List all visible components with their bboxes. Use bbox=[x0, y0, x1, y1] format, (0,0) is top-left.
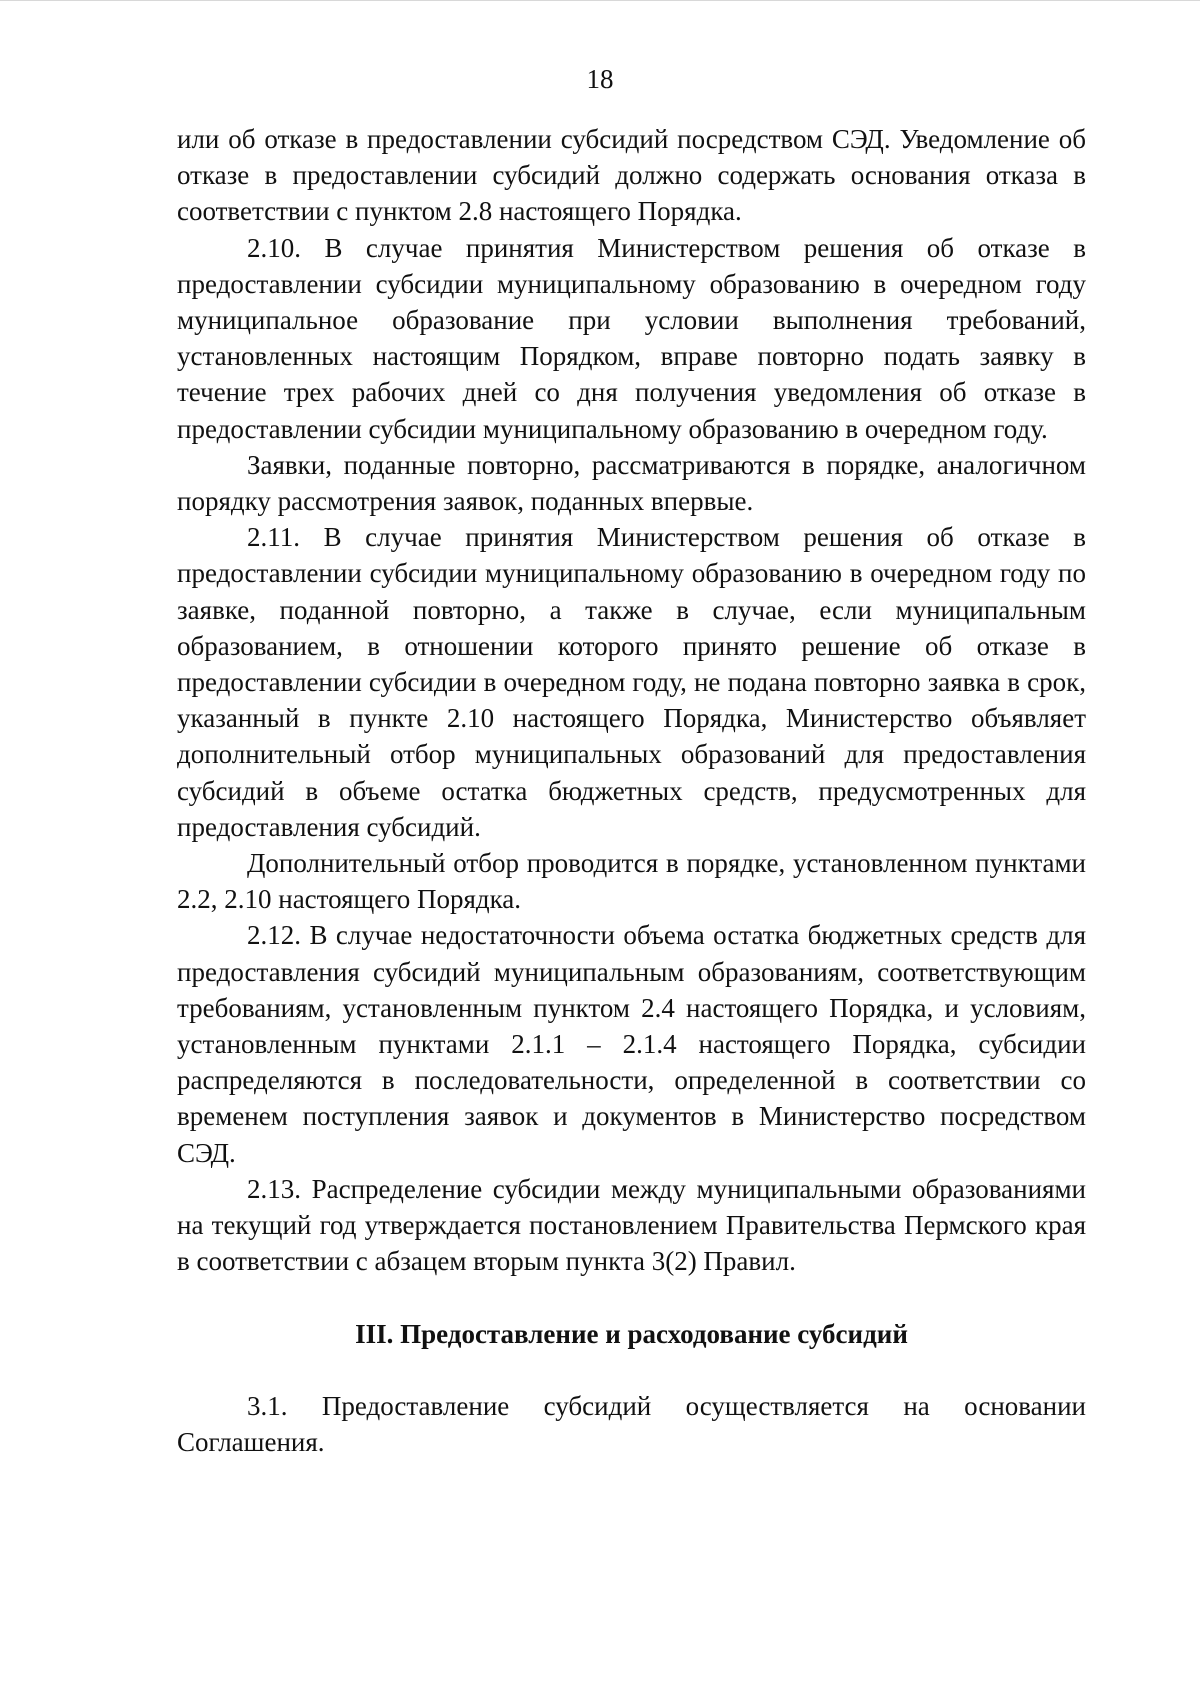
paragraph-continuation: или об отказе в предоставлении субсидий посредством СЭД. Уведомление об отказе в предоставлении субсидий должно содержать основания отказа в соответствии с пунктом 2.8 настоящего Порядка. bbox=[177, 124, 1086, 227]
paragraph-resubmitted-applications: Заявки, поданные повторно, рассматриваются в порядке, аналогичном порядку рассмотрения заявок, поданных впервые. bbox=[177, 449, 1086, 517]
paragraph-2-12: 2.12. В случае недостаточности объема остатка бюджетных средств для предоставления субсидий муниципальным образованиям, соответствующим требованиям, установленным пунктом 2.4 настоящего Порядка, и условиям, установленным пунктами 2.1.1 – 2.1.4 настоящего Порядка, субсидии распределяются в последовательности, определенной в соответствии со временем поступления заявок и документов в Министерство посредством СЭД. bbox=[177, 920, 1086, 1168]
paragraph-additional-selection: Дополнительный отбор проводится в порядке, установленном пунктами 2.2, 2.10 настоящего Порядка. bbox=[177, 848, 1086, 915]
section-heading: III. Предоставление и расходование субсидий bbox=[355, 1318, 908, 1349]
paragraph-2-10: 2.10. В случае принятия Министерством решения об отказе в предоставлении субсидии муниципальному образованию в очередном году муниципальное образование при условии выполнения требований, установленных настоящим Порядком, вправе повторно подать заявку в течение трех рабочих дней со дня получения уведомления об отказе в предоставлении субсидии муниципальному образованию в очередном году. bbox=[177, 232, 1086, 444]
paragraph-3-1: 3.1. Предоставление субсидий осуществляется на основании Соглашения. bbox=[177, 1390, 1086, 1457]
paragraph-2-13: 2.13. Распределение субсидии между муниципальными образованиями на текущий год утверждается постановлением Правительства Пермского края в соответствии с абзацем вторым пункта 3(2) Правил. bbox=[177, 1173, 1086, 1277]
page-number: 18 bbox=[586, 64, 614, 94]
document-body bbox=[177, 121, 1086, 1460]
paragraph-2-11: 2.11. В случае принятия Министерством решения об отказе в предоставлении субсидии муниципальному образованию в очередном году по заявке, поданной повторно, а также в случае, если муниципальным образованием, в отношении которого принято решение об отказе в предоставлении субсидии в очередном году, не подана повторно заявка в срок, указанный в пункте 2.10 настоящего Порядка, Министерство объявляет дополнительный отбор муниципальных образований для предоставления субсидий в объеме остатка бюджетных средств, предусмотренных для предоставления субсидий. bbox=[177, 522, 1086, 842]
